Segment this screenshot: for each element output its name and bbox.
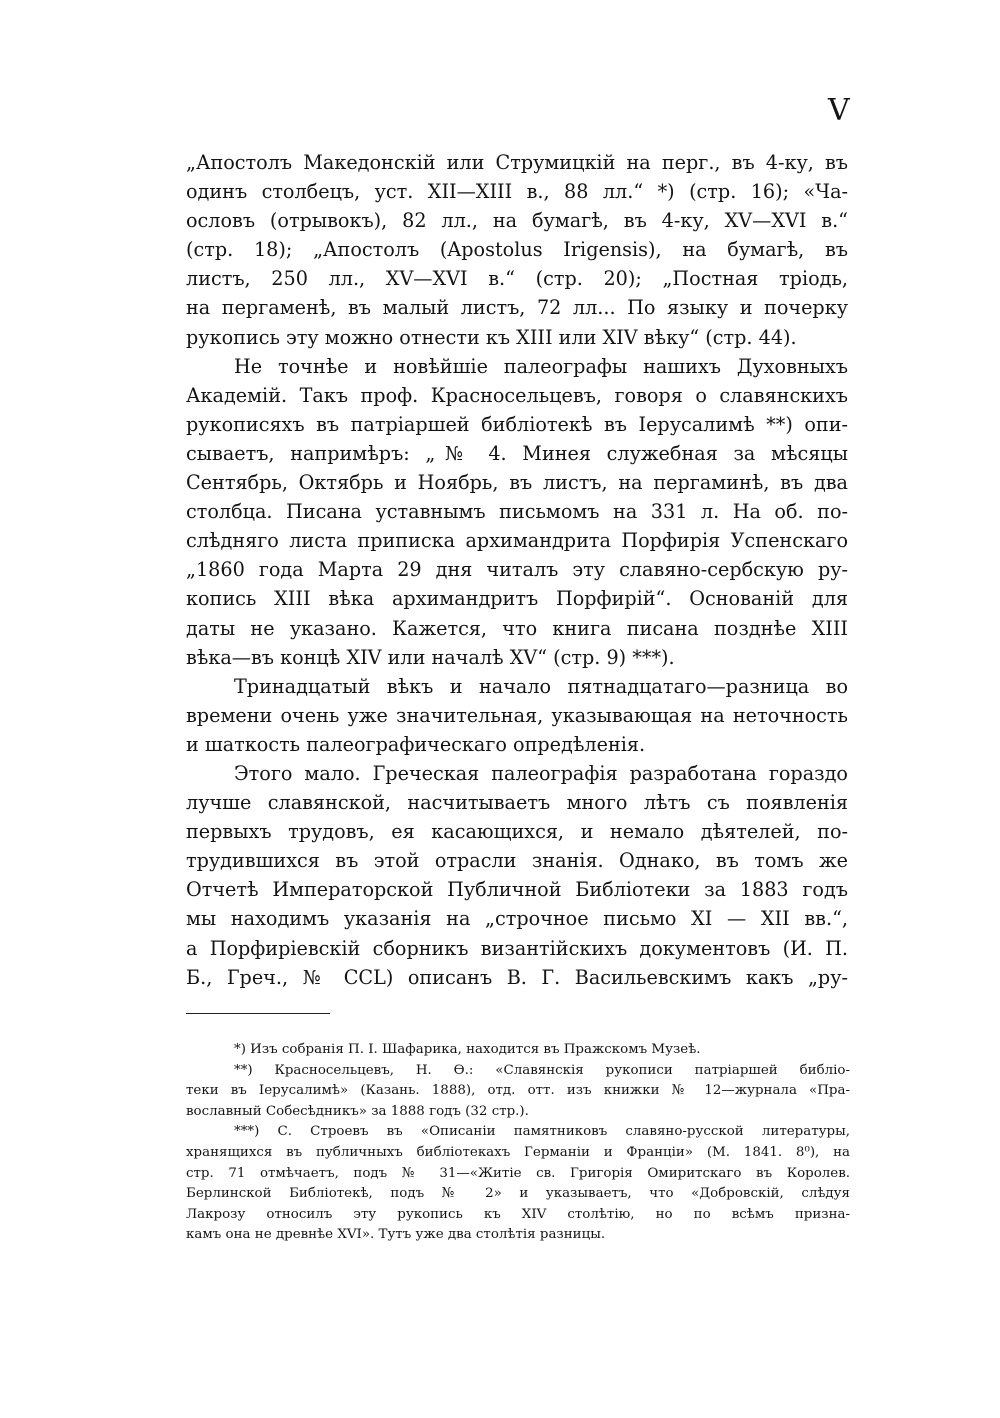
text-line: времени очень уже значительная, указывающая на неточность: [186, 703, 848, 727]
footnote-line: Лакрозу относилъ эту рукопись къ XIV столѣтію, но по всѣмъ призна-: [186, 1206, 850, 1222]
footnote: [186, 1040, 850, 1061]
text-line: мы находимъ указанія на „строчное письмо XI — XII вв.“,: [186, 907, 848, 931]
footnotes: [186, 1040, 850, 1246]
text-line: рукопись эту можно отнести къ XIII или XIV вѣку“ (стр. 44).: [186, 325, 797, 349]
footnote-line: вославный Собесѣдникъ» за 1888 годъ (32 стр.).: [186, 1103, 529, 1119]
text-line: и шаткость палеографическаго опредѣленія.: [186, 732, 646, 756]
text-line: на пергаменѣ, въ малый листъ, 72 лл... По языку и почерку: [186, 296, 848, 320]
text-line: Сентябрь, Октябрь и Ноябрь, въ листъ, на пергаминѣ, въ два: [186, 471, 848, 495]
text-line: сываетъ, напримѣръ: „№ 4. Минея служебная за мѣсяцы: [186, 441, 848, 465]
text-line: одинъ столбецъ, уст. XII—XIII в., 88 лл.“ *) (стр. 16); «Ча-: [186, 180, 848, 204]
footnote-line: хранящихся въ публичныхъ библіотекахъ Германіи и Франціи» (М. 1841. 8⁰), на: [186, 1144, 850, 1160]
footnote-line: Берлинской Библіотекѣ, подъ № 2» и указываетъ, что «Добровскій, слѣдуя: [186, 1186, 850, 1202]
footnote-line: камъ она не древнѣе XVI». Тутъ уже два столѣтія разницы.: [186, 1227, 606, 1243]
footnote-line: **) Красносельцевъ, Н. Ѳ.: «Славянскія рукописи патріаршей библіо-: [234, 1062, 850, 1078]
paragraph: [186, 148, 848, 352]
text-line: Не точнѣе и новѣйшіе палеографы нашихъ Духовныхъ: [234, 354, 848, 378]
text-line: Академій. Такъ проф. Красносельцевъ, говоря о славянскихъ: [186, 383, 848, 407]
footnote-line: теки въ Іерусалимѣ» (Казань. 1888), отд. отт. изъ книжки № 12—журнала «Пра-: [186, 1083, 850, 1099]
footnote-line: *) Изъ собранія П. І. Шафарика, находится въ Пражскомъ Музеѣ.: [234, 1042, 701, 1057]
paragraph-continued: [186, 381, 848, 672]
text-line: даты не указано. Кажется, что книга писана позднѣе XIII: [186, 616, 848, 640]
text-line: ословъ (отрывокъ), 82 лл., на бумагѣ, въ 4-ку, XV—XVI в.“: [186, 209, 848, 233]
text-line: а Порфиріевскій сборникъ византійскихъ документовъ (И. П.: [186, 936, 848, 960]
paragraph: [186, 759, 848, 788]
paragraph-continued: [186, 788, 848, 992]
text-line: столбца. Писана уставнымъ письмомъ на 331 л. На об. по-: [186, 500, 848, 524]
text-line: слѣдняго листа приписка архимандрита Порфирія Успенскаго: [186, 529, 848, 553]
text-line: первыхъ трудовъ, ея касающихся, и немало дѣятелей, по-: [186, 820, 848, 844]
footnote-line: стр. 71 отмѣчаетъ, подъ № 31—«Житіе св. Григорія Омиритскаго въ Королев.: [186, 1165, 850, 1181]
text-line: рукописяхъ въ патріаршей библіотекѣ въ Іерусалимѣ **) опи-: [186, 412, 848, 436]
text-line: Тринадцатый вѣкъ и начало пятнадцатаго—разница во: [234, 674, 848, 698]
text-line: „1860 года Марта 29 дня читалъ эту славяно-сербскую ру-: [186, 558, 848, 582]
text-line: Отчетѣ Императорской Публичной Библіотеки за 1883 годъ: [186, 878, 848, 902]
paragraph: [186, 352, 848, 381]
text-line: Этого мало. Греческая палеографія разработана гораздо: [234, 761, 848, 785]
body-text: [186, 148, 848, 992]
footnote-separator: [186, 1013, 330, 1014]
footnote: [186, 1061, 850, 1123]
text-line: копись XIII вѣка архимандритъ Порфирій“. Основаній для: [186, 587, 848, 611]
text-line: листъ, 250 лл., XV—XVI в.“ (стр. 20); „Постная тріодь,: [186, 267, 848, 291]
footnote: [186, 1122, 850, 1246]
text-line: (стр. 18); „Апостолъ (Apostolus Irigensis), на бумагѣ, въ: [186, 238, 848, 262]
paragraph-continued: [186, 701, 848, 759]
text-line: вѣка—въ концѣ XIV или началѣ XV“ (стр. 9) ***).: [186, 645, 675, 669]
text-line: Б., Греч., № CCL) описанъ В. Г. Васильевскимъ какъ „ру-: [186, 965, 848, 989]
page-number: V: [828, 93, 850, 128]
paragraph: [186, 672, 848, 701]
footnote-line: ***) С. Строевъ въ «Описаніи памятниковъ славяно-русской литературы,: [234, 1124, 850, 1140]
text-line: „Апостолъ Македонскій или Струмицкій на перг., въ 4-ку, въ: [186, 151, 848, 174]
text-line: трудившихся въ этой отрасли знанія. Однако, въ томъ же: [186, 849, 848, 873]
text-line: лучше славянской, насчитываетъ много лѣтъ съ появленія: [186, 791, 848, 815]
